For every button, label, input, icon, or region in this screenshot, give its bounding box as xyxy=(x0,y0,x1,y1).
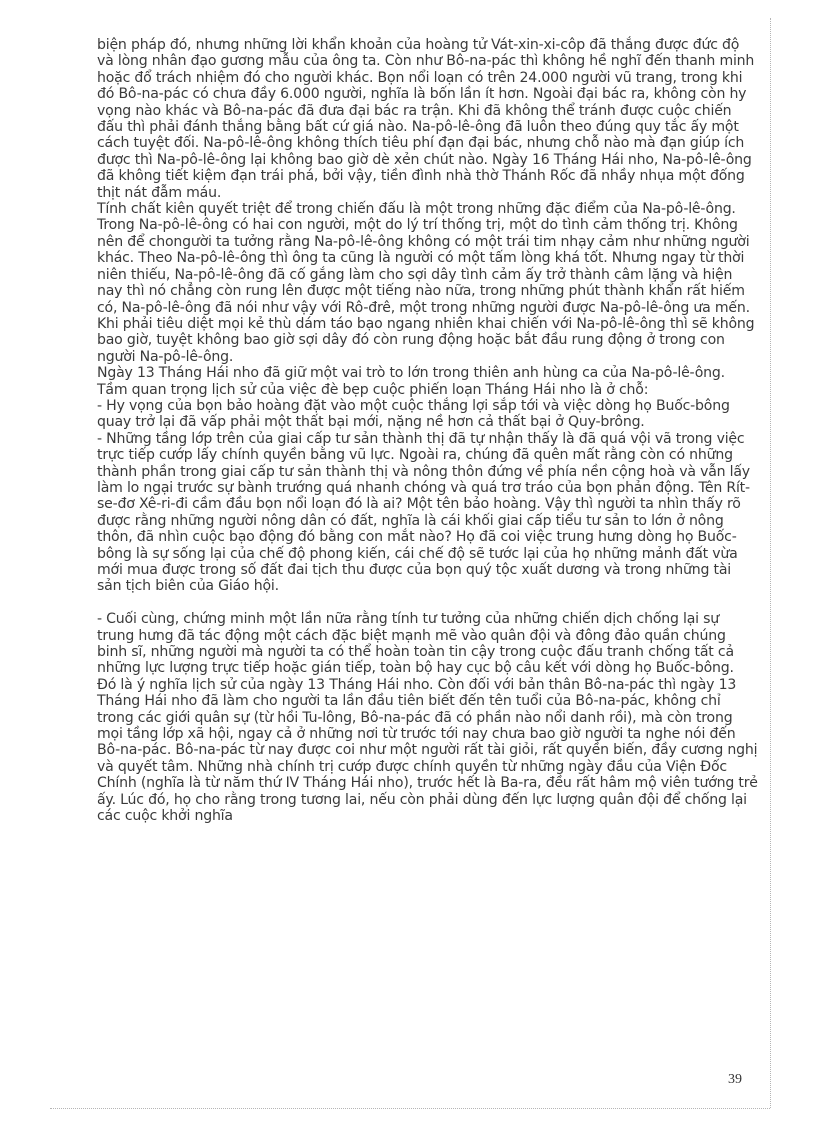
paragraph-6: - Những tầng lớp trên của giai cấp tư sản thành thị đã tự nhận thấy là đã quá vội vã trong việc trực tiếp cướp lấy chính quyền bằng vũ lực. Ngoài ra, chúng đã quên mất rằng còn có những thành phần trong giai cấp tư sản thành thị và nông thôn đứng về phía nền cộng hoà và vẫn lấy làm lo ngại trước sự bành trướng quá nhanh chóng và quá trơ tráo của bọn phản động. Tên Rít-se-đơ Xê-ri-đi cầm đầu bọn nổi loạn đó là ai? Một tên bảo hoàng. Vậy thì người ta nhìn thấy rõ được rằng những người nông dân có đất, nghĩa là cái khối giai cấp tiểu tư sản to lớn ở nông thôn, đã nhìn cuộc bạo động đó bằng con mắt nào? Họ đã coi việc trung hưng dòng họ Buốc-bông là sự sống lại của chế độ phong kiến, cái chế độ sẽ tước lại của họ những mảnh đất vừa mới mua được trong số đất đai tịch thu được của bọn quý tộc xuất dương và trong những tài sản tịch biên của Giáo hội. xyxy=(97,430,750,595)
body-text xyxy=(97,37,759,824)
paragraph-2: Tính chất kiên quyết triệt để trong chiến đấu là một trong những đặc điểm của Na-pô-lê-ông. Trong Na-pô-lê-ông có hai con người, một do lý trí thống trị, một do tình cảm thống trị. Không nên để chongười ta tưởng rằng Na-pô-lê-ông không có một trái tim nhạy cảm như những người khác. Theo Na-pô-lê-ông thì ông ta cũng là người có một tấm lòng khá tốt. Nhưng ngay từ thời niên thiếu, Na-pô-lê-ông đã cố gắng làm cho sợi dây tình cảm ấy trở thành câm lặng và hiện nay thì nó chẳng còn rung lên được một tiếng nào nữa, trong những phút thành khẩn rất hiếm có, Na-pô-lê-ông đã nói như vậy với Rô-đrê, một trong những người được Na-pô-lê-ông ưa mến. xyxy=(97,201,750,316)
page-border-right xyxy=(770,18,771,1108)
paragraph-8: Đó là ý nghĩa lịch sử của ngày 13 Tháng Hái nho. Còn đối với bản thân Bô-na-pác thì ngày 13 Tháng Hái nho đã làm cho người ta lần đầu tiên biết đến tên tuổi của Bô-na-pác, không chỉ trong các giới quân sự (từ hồi Tu-lông, Bô-na-pác đã có phần nào nổi danh rồi), mà còn trong mọi tầng lớp xã hội, ngay cả ở những nơi từ trước tới nay chưa bao giờ người ta nghe nói đến Bô-na-pác. Bô-na-pác từ nay được coi như một người rất tài giỏi, rất quyền biến, đầy cương nghị và quyết tâm. Những nhà chính trị cướp được chính quyền từ những ngày đầu của Viện Đốc Chính (nghĩa là từ năm thứ IV Tháng Hái nho), trước hết là Ba-ra, đều rất hâm mộ viên tướng trẻ ấy. Lúc đó, họ cho rằng trong tương lai, nếu còn phải dùng đến lực lượng quân đội để chống lại các cuộc khởi nghĩa xyxy=(97,676,758,825)
paragraph-3: Khi phải tiêu diệt mọi kẻ thù dám táo bạo ngang nhiên khai chiến với Na-pô-lê-ông thì sẽ không bao giờ, tuyệt không bao giờ sợi dây đó còn rung động hoặc bắt đầu rung động ở trong con người Na-pô-lê-ông. xyxy=(97,315,755,365)
paragraph-4: Ngày 13 Tháng Hái nho đã giữ một vai trò to lớn trong thiên anh hùng ca của Na-pô-lê-ông. Tầm quan trọng lịch sử của việc đè bẹp cuộc phiến loạn Tháng Hái nho là ở chỗ: xyxy=(97,365,725,398)
page-number: 39 xyxy=(728,1072,742,1087)
paragraph-7: - Cuối cùng, chứng minh một lần nữa rằng tính tư tưởng của những chiến dịch chống lại sự trung hưng đã tác động một cách đặc biệt mạnh mẽ vào quân đội và đông đảo quần chúng binh sĩ, những người mà người ta có thể hoàn toàn tin cậy trong cuộc đấu tranh chống tất cả những lực lượng trực tiếp hoặc gián tiếp, toàn bộ hay cục bộ câu kết với dòng họ Buốc-bông. xyxy=(97,611,734,677)
page-border-bottom xyxy=(50,1108,770,1109)
paragraph-1: biện pháp đó, nhưng những lời khẩn khoản của hoàng tử Vát-xin-xi-côp đã thắng được đức độ và lòng nhân đạo gương mẫu của ông ta. Còn như Bô-na-pác thì không hề nghĩ đến thanh minh hoặc đổ trách nhiệm đó cho người khác. Bọn nổi loạn có trên 24.000 người vũ trang, trong khi đó Bô-na-pác có chưa đầy 6.000 người, nghĩa là bốn lần ít hơn. Ngoài đại bác ra, không còn hy vọng nào khác và Bô-na-pác đã đưa đại bác ra trận. Khi đã không thể tránh được cuộc chiến đấu thì phải đánh thắng bằng bất cứ giá nào. Na-pô-lê-ông đã luôn theo đúng quy tắc ấy một cách tuyệt đối. Na-pô-lê-ông không thích tiêu phí đạn đại bác, nhưng chỗ nào mà đạn giúp ích được thì Na-pô-lê-ông lại không bao giờ dè xẻn chút nào. Ngày 16 Tháng Hái nho, Na-pô-lê-ông đã không tiết kiệm đạn trái phá, bởi vậy, tiền đình nhà thờ Thánh Rốc đã nhầy nhụa một đống thịt nát đẫm máu. xyxy=(97,37,755,201)
paragraph-5: - Hy vọng của bọn bảo hoàng đặt vào một cuộc thắng lợi sắp tới và việc dòng họ Buốc-bông quay trở lại đã vấp phải một thất bại mới, nặng nề hơn cả thất bại ở Quy-brông. xyxy=(97,397,730,431)
